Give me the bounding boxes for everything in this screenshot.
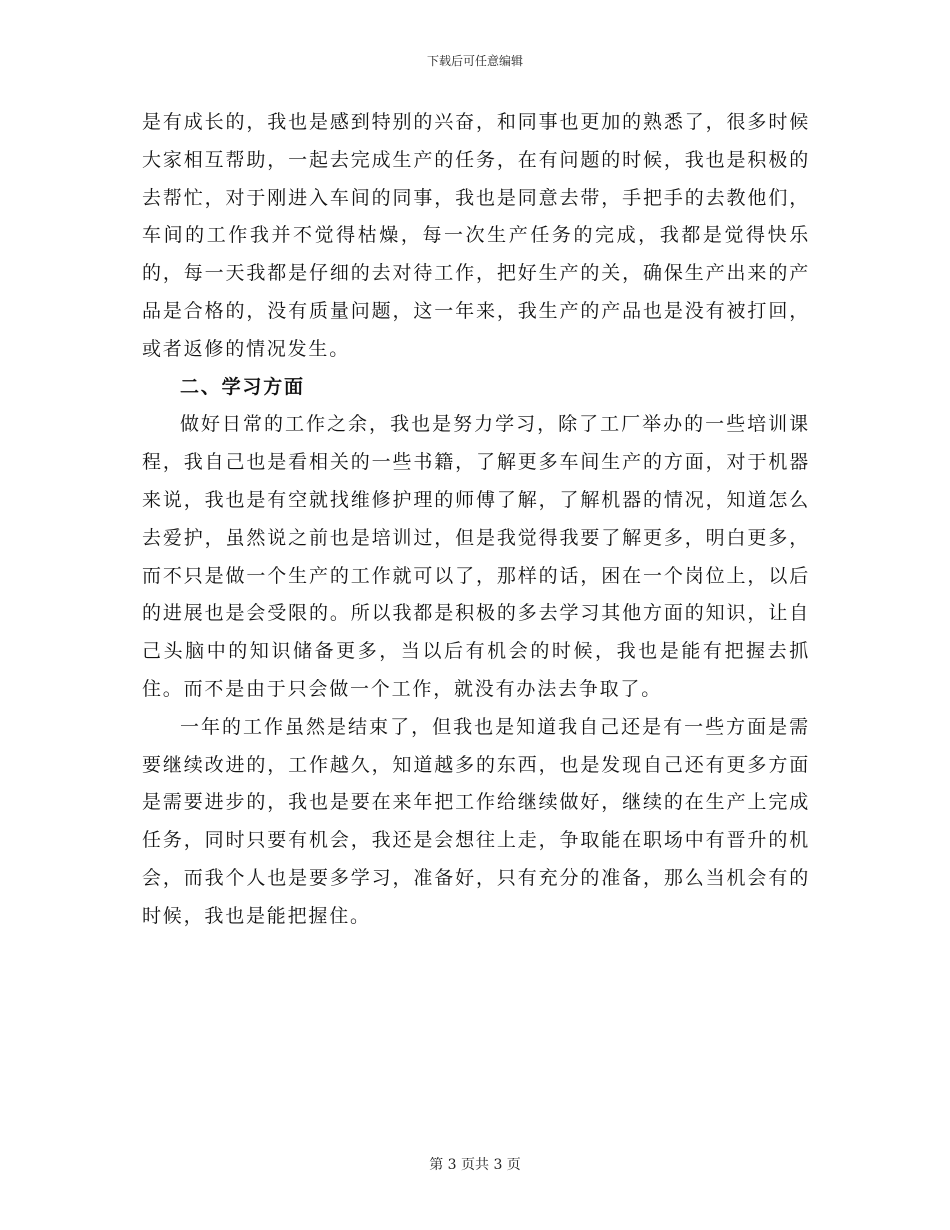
page-header: 下载后可任意编辑: [426, 54, 523, 68]
paragraph-study: 做好日常的工作之余，我也是努力学习，除了工厂举办的一些培训课程，我自己也是看相关的一些书籍，了解更多车间生产的方面，对于机器来说，我也是有空就找维修护理的师傅了解，了解机器的情况，知道怎么去爱护，虽然说之前也是培训过，但是我觉得我要了解更多，明白更多，而不只是做一个生产的工作就可以了，那样的话，困在一个岗位上，以后的进展也是会受限的。所以我都是积极的多去学习其他方面的知识，让自己头脑中的知识储备更多，当以后有机会的时候，我也是能有把握去抓住。而不是由于只会做一个工作，就没有办法去争取了。: [142, 413, 810, 700]
paragraph-conclusion: 一年的工作虽然是结束了，但我也是知道我自己还是有一些方面是需要继续改进的，工作越久，知道越多的东西，也是发现自己还有更多方面是需要进步的，我也是要在来年把工作给继续做好，继续的在生产上完成任务，同时只要有机会，我还是会想往上走，争取能在职场中有晋升的机会，而我个人也是要多学习，准备好，只有充分的准备，那么当机会有的时候，我也是能把握住。: [142, 715, 810, 927]
paragraph-continued: 是有成长的，我也是感到特别的兴奋，和同事也更加的熟悉了，很多时候大家相互帮助，一起去完成生产的任务，在有问题的时候，我也是积极的去帮忙，对于刚进入车间的同事，我也是同意去带，手把手的去教他们，车间的工作我并不觉得枯燥，每一次生产任务的完成，我都是觉得快乐的，每一天我都是仔细的去对待工作，把好生产的关，确保生产出来的产品是合格的，没有质量问题，这一年来，我生产的产品也是没有被打回，或者返修的情况发生。: [142, 111, 810, 360]
document-body: [142, 104, 810, 936]
page-footer: 第 3 页共 3 页: [429, 1157, 521, 1173]
section-heading-study: 二、学习方面: [180, 375, 305, 398]
